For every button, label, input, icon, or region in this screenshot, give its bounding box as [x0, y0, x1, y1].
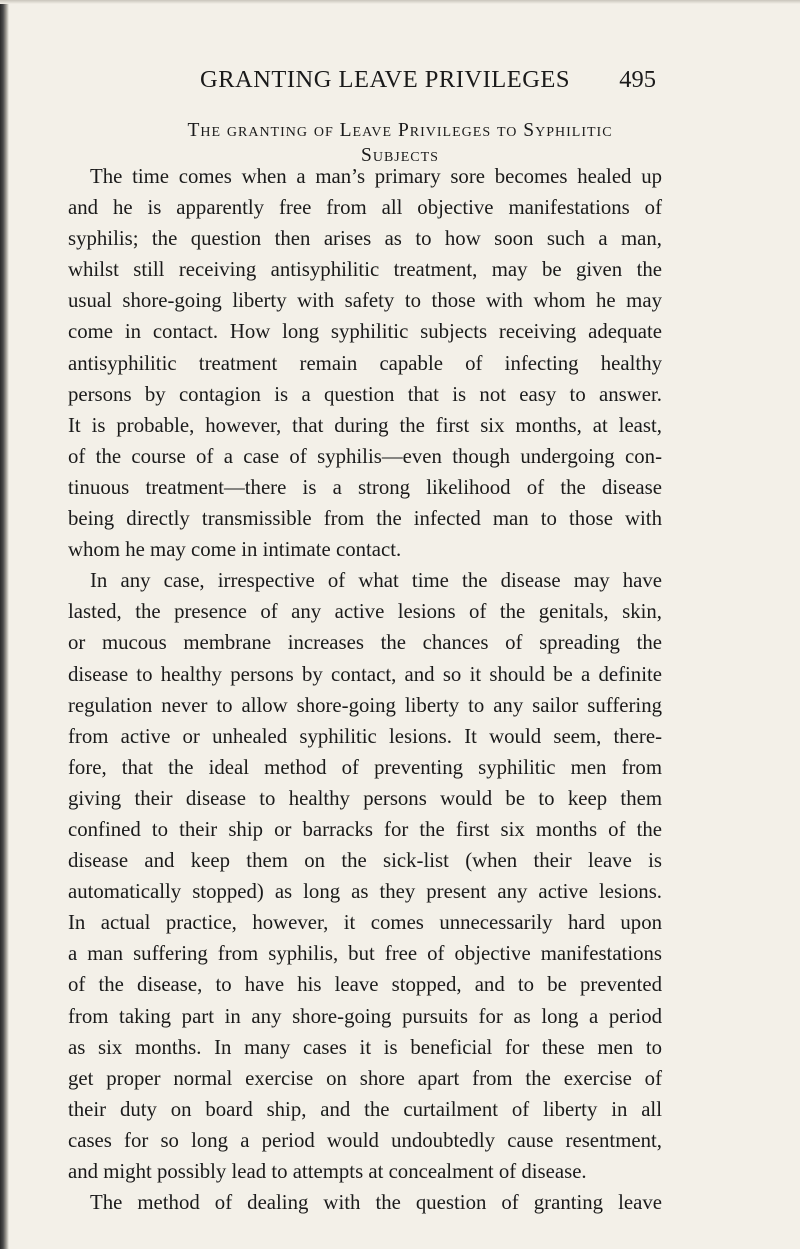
text-line: It is probable, however, that during the first six months, at least,: [68, 413, 662, 437]
text-line: a man suffering from syphilis, but free of objective manifestations: [68, 942, 662, 966]
text-line: their duty on board ship, and the curtailment of liberty in all: [68, 1097, 662, 1121]
text-line: and might possibly lead to attempts at concealment of disease.: [68, 1160, 587, 1183]
text-line: tinuous treatment—there is a strong likelihood of the disease: [68, 475, 662, 499]
text-line: The time comes when a man’s primary sore becomes healed up: [90, 165, 662, 188]
text-line: fore, that the ideal method of preventing syphilitic men from: [68, 755, 662, 779]
body-text: [68, 161, 662, 1218]
text-line: or mucous membrane increases the chances of spreading the: [68, 631, 662, 655]
text-line: whom he may come in intimate contact.: [68, 538, 402, 562]
text-line: persons by contagion is a question that is not easy to answer.: [68, 382, 662, 406]
text-line: being directly transmissible from the infected man to those with: [68, 507, 662, 531]
running-head: [200, 66, 656, 100]
running-head-title: GRANTING LEAVE PRIVILEGES: [200, 66, 570, 93]
text-line: The method of dealing with the question of granting leave: [90, 1191, 662, 1215]
text-line: In actual practice, however, it comes unnecessarily hard upon: [68, 911, 662, 935]
page-top-shadow: [0, 0, 800, 4]
page-number: 495: [619, 66, 656, 93]
section-title-line-1: The granting of Leave Privileges to Syphilitic: [187, 120, 613, 141]
text-line: automatically stopped) as long as they present any active lesions.: [68, 880, 662, 904]
text-line: whilst still receiving antisyphilitic treatment, may be given the: [68, 258, 662, 282]
text-line: regulation never to allow shore-going liberty to any sailor suffering: [68, 693, 662, 717]
text-line: antisyphilitic treatment remain capable of infecting healthy: [68, 351, 662, 375]
text-line: get proper normal exercise on shore apart from the exercise of: [68, 1066, 662, 1090]
text-line: disease and keep them on the sick-list (when their leave is: [68, 849, 662, 873]
text-line: and he is apparently free from all objective manifestations of: [68, 196, 662, 220]
text-line: from active or unhealed syphilitic lesions. It would seem, there-: [68, 724, 662, 748]
text-line: In any case, irrespective of what time the disease may have: [90, 569, 662, 593]
text-line: of the disease, to have his leave stopped, and to be prevented: [68, 973, 662, 997]
binding-edge: [0, 0, 9, 1249]
text-line: cases for so long a period would undoubtedly cause resentment,: [68, 1128, 662, 1152]
text-line: of the course of a case of syphilis—even though undergoing con-: [68, 444, 662, 468]
text-line: confined to their ship or barracks for the first six months of the: [68, 817, 662, 841]
text-line: usual shore-going liberty with safety to those with whom he may: [68, 289, 662, 313]
section-title-line-2: Subjects: [361, 145, 439, 166]
text-line: as six months. In many cases it is beneficial for these men to: [68, 1035, 662, 1059]
text-line: come in contact. How long syphilitic subjects receiving adequate: [68, 320, 662, 344]
text-line: disease to healthy persons by contact, and so it should be a definite: [68, 662, 662, 686]
text-line: lasted, the presence of any active lesions of the genitals, skin,: [68, 600, 662, 624]
text-line: syphilis; the question then arises as to how soon such a man,: [68, 227, 662, 251]
text-line: from taking part in any shore-going pursuits for as long a period: [68, 1004, 662, 1028]
text-line: giving their disease to healthy persons would be to keep them: [68, 786, 662, 810]
